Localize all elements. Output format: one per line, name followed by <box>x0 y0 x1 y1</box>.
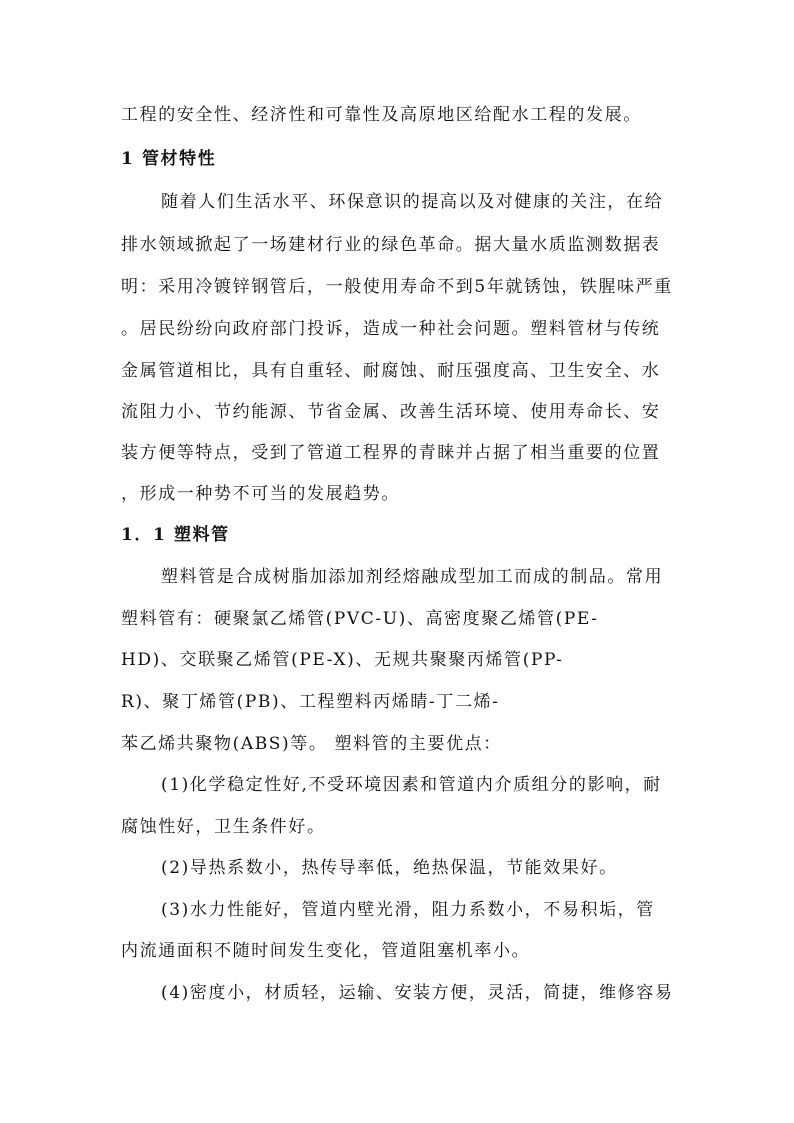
text-line-15: R)、聚丁烯管(PB)、工程塑料丙烯睛-丁二烯- <box>121 692 500 712</box>
section-heading-1-1: 1．1 塑料管 <box>121 525 230 545</box>
text-line-3: 随着人们生活水平、环保意识的提高以及对健康的关注，在给 <box>161 192 664 212</box>
text-line-12: 塑料管是合成树脂加添加剂经熔融成型加工而成的制品。常用 <box>161 567 664 587</box>
list-item-1: (1)化学稳定性好,不受环境因素和管道内介质组分的影响，耐 <box>161 775 662 795</box>
text-line-8: 流阻力小、节约能源、节省金属、改善生活环境、使用寿命长、安 <box>121 402 661 422</box>
text-line-16: 苯乙烯共聚物(ABS)等。 塑料管的主要优点： <box>121 734 502 754</box>
text-line-1: 工程的安全性、经济性和可靠性及高原地区给配水工程的发展。 <box>121 105 642 125</box>
list-item-2: (2)导热系数小，热传导率低，绝热保温，节能效果好。 <box>161 858 618 878</box>
text-line-4: 排水领域掀起了一场建材行业的绿色革命。据大量水质监测数据表 <box>121 235 661 255</box>
text-line-6: 。居民纷纷向政府部门投诉，造成一种社会问题。塑料管材与传统 <box>121 319 661 339</box>
text-line-9: 装方便等特点，受到了管道工程界的青睐并占据了相当重要的位置 <box>121 443 661 463</box>
text-line-5: 明：采用冷镀锌钢管后，一般使用寿命不到5年就锈蚀，铁腥味严重 <box>121 277 673 297</box>
text-line-13: 塑料管有：硬聚氯乙烯管(PVC-U)、高密度聚乙烯管(PE- <box>121 609 599 629</box>
list-item-3: (3)水力性能好，管道内壁光滑，阻力系数小，不易积垢，管 <box>161 900 655 920</box>
list-item-4: (4)密度小，材质轻，运输、安装方便，灵活，简捷，维修容易 <box>161 983 674 1003</box>
section-heading-1: 1 管材特性 <box>121 149 217 169</box>
list-item-1-cont: 腐蚀性好，卫生条件好。 <box>121 817 326 837</box>
text-line-7: 金属管道相比，具有自重轻、耐腐蚀、耐压强度高、卫生安全、水 <box>121 361 661 381</box>
text-line-14: HD)、交联聚乙烯管(PE-X)、无规共聚聚丙烯管(PP- <box>121 650 564 670</box>
list-item-3-cont: 内流通面积不随时间发生变化，管道阻塞机率小。 <box>121 941 531 961</box>
text-line-10: ，形成一种势不可当的发展趋势。 <box>121 484 400 504</box>
